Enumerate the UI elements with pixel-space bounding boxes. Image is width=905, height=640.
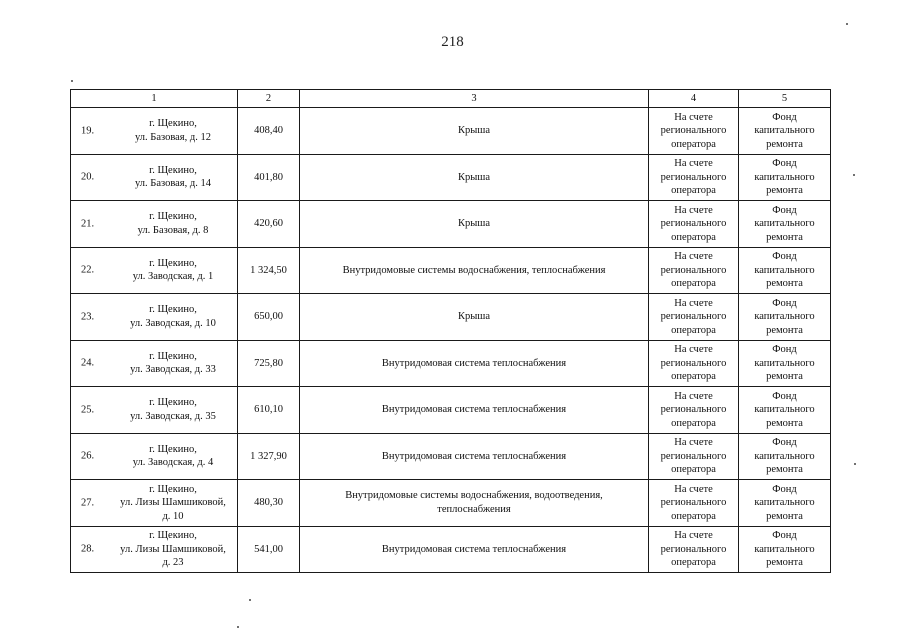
address-line: д. 10 [162,510,184,522]
funding-source-cell [739,294,831,341]
funding-source-line: ремонта [766,417,803,429]
account-line: регионального [660,311,727,322]
area-cell: 401,80 [238,154,300,201]
row-number: 20. [81,171,95,183]
funding-source-cell [739,201,831,248]
address-cell [71,108,238,155]
row-number: 27. [81,497,95,508]
work-type-line: Внутридомовые системы водоснабжения, теплоснабжения [342,264,606,276]
work-type-cell [300,247,649,294]
row-number: 22. [81,264,95,276]
funding-source-line: ремонта [766,185,803,196]
funding-source-line: капитального [754,357,815,369]
table-row [71,526,831,573]
address-text [71,257,237,284]
account-line: оператора [671,324,716,336]
account-line: На счете [674,530,713,541]
account-cell [649,480,739,527]
work-type-line: Крыша [457,125,491,136]
address-line: г. Щекино, [149,304,197,316]
scan-speck [853,174,855,176]
work-type-cell [300,340,649,387]
account-line: оператора [671,138,716,150]
account-line: регионального [660,125,727,136]
table-row [71,340,831,387]
funding-source-line: Фонд [772,158,797,169]
account-line: регионального [660,218,727,229]
area-cell: 420,60 [238,201,300,248]
funding-source-cell [739,387,831,434]
address-text [71,164,237,191]
account-line: оператора [671,185,716,196]
row-number: 19. [81,125,95,136]
table-row [71,480,831,527]
area-cell: 1 327,90 [238,433,300,480]
account-cell [649,154,739,201]
address-line: ул. Заводская, д. 4 [132,457,214,469]
address-cell [71,294,238,341]
account-line: На счете [674,251,713,262]
table-row [71,294,831,341]
address-line: ул. Базовая, д. 8 [137,224,209,236]
address-line: г. Щекино, [149,257,197,269]
row-number: 25. [81,404,95,415]
funding-source-cell [739,433,831,480]
row-number: 26. [81,450,95,462]
funding-source-line: Фонд [772,483,797,495]
area-cell: 408,40 [238,108,300,155]
account-line: оператора [671,557,716,568]
funding-source-cell [739,108,831,155]
area-cell: 610,10 [238,387,300,434]
address-text [71,483,237,524]
account-line: На счете [674,297,713,309]
scan-speck [846,23,848,25]
table-row [71,387,831,434]
work-type-line: Внутридомовая система теплоснабжения [381,357,567,369]
funding-source-line: капитального [754,543,815,555]
address-line: ул. Базовая, д. 14 [135,178,211,190]
account-line: регионального [660,450,727,462]
account-line: оператора [671,464,716,475]
address-cell [71,201,238,248]
funding-source-line: Фонд [772,111,797,123]
address-text [71,443,237,470]
account-cell [649,247,739,294]
area-cell: 541,00 [238,526,300,573]
address-line: г. Щекино, [149,164,197,176]
account-cell [649,387,739,434]
account-line: оператора [671,510,716,522]
account-line: оператора [671,231,716,243]
table-body [71,108,831,573]
address-line: ул. Заводская, д. 33 [130,364,216,376]
address-line: г. Щекино, [149,350,197,362]
table-row [71,154,831,201]
funding-source-line: Фонд [772,297,797,309]
funding-source-line: Фонд [772,344,797,355]
account-line: оператора [671,417,716,429]
address-line: г. Щекино, [149,118,197,130]
funding-source-line: капитального [754,404,815,415]
table-row [71,247,831,294]
account-line: регионального [660,543,727,555]
funding-source-cell [739,247,831,294]
account-line: На счете [674,158,713,169]
account-cell [649,433,739,480]
funding-source-line: капитального [754,450,815,462]
table-header-row [71,90,831,108]
funding-source-line: капитального [754,218,815,229]
address-cell [71,480,238,527]
table-row [71,108,831,155]
funding-source-line: Фонд [772,437,797,448]
address-line: г. Щекино, [149,530,197,541]
work-type-cell [300,201,649,248]
funding-source-line: капитального [754,497,815,508]
address-cell [71,247,238,294]
address-cell [71,387,238,434]
funding-source-line: Фонд [772,204,797,216]
area-cell: 480,30 [238,480,300,527]
account-line: На счете [674,344,713,355]
work-type-line: Крыша [457,311,491,322]
address-line: ул. Базовая, д. 12 [135,131,211,143]
work-type-line: Крыша [457,218,491,229]
account-line: регионального [660,264,727,276]
work-type-cell [300,108,649,155]
work-type-cell [300,480,649,527]
scan-speck [249,599,251,601]
account-cell [649,201,739,248]
scan-speck [71,80,73,82]
account-line: оператора [671,278,716,289]
column-header: 4 [649,90,739,108]
account-line: На счете [674,204,713,216]
funding-source-line: ремонта [766,278,803,289]
address-line: ул. Заводская, д. 35 [130,410,216,422]
work-type-cell [300,294,649,341]
area-cell: 650,00 [238,294,300,341]
work-type-line: Внутридомовая система теплоснабжения [381,450,567,462]
column-header: 5 [739,90,831,108]
funding-source-cell [739,526,831,573]
row-number: 21. [81,218,95,229]
work-type-cell [300,433,649,480]
area-cell: 725,80 [238,340,300,387]
work-type-line: Внутридомовая система теплоснабжения [381,404,567,415]
address-line: д. 23 [162,557,184,568]
funding-source-line: ремонта [766,557,803,568]
funding-source-line: Фонд [772,530,797,541]
address-cell [71,154,238,201]
account-cell [649,294,739,341]
address-text [71,529,237,570]
work-type-cell [300,526,649,573]
column-header: 2 [238,90,300,108]
account-cell [649,526,739,573]
funding-source-cell [739,480,831,527]
address-line: ул. Лизы Шамшиковой, [120,497,226,508]
work-type-line: теплоснабжения [437,503,511,515]
scan-speck [854,463,856,465]
work-type-cell [300,154,649,201]
funding-source-line: Фонд [772,390,797,402]
funding-source-line: ремонта [766,324,803,336]
address-line: г. Щекино, [149,483,197,495]
address-cell [71,526,238,573]
address-text [71,210,237,237]
funding-source-line: капитального [754,171,815,183]
column-header: 1 [71,90,238,108]
address-line: г. Щекино, [149,443,197,455]
account-line: регионального [660,404,727,415]
account-line: На счете [674,111,713,123]
scan-speck [237,626,239,628]
funding-source-line: капитального [754,264,815,276]
work-type-cell [300,387,649,434]
funding-source-cell [739,154,831,201]
address-line: г. Щекино, [149,397,197,409]
account-line: оператора [671,371,716,382]
address-line: ул. Заводская, д. 10 [130,317,216,329]
address-text [71,117,237,144]
address-line: ул. Заводская, д. 1 [132,271,214,283]
address-text [71,396,237,423]
account-line: На счете [674,483,713,495]
funding-source-line: ремонта [766,464,803,475]
row-number: 28. [81,543,95,555]
funding-source-line: ремонта [766,138,803,150]
address-cell [71,433,238,480]
funding-source-line: Фонд [772,251,797,262]
address-line: г. Щекино, [149,211,197,223]
account-line: На счете [674,390,713,402]
account-line: регионального [660,357,727,369]
column-header: 3 [300,90,649,108]
account-line: регионального [660,497,727,508]
account-line: регионального [660,171,727,183]
funding-source-cell [739,340,831,387]
address-text [71,350,237,377]
funding-source-line: ремонта [766,371,803,382]
table-row [71,201,831,248]
account-line: На счете [674,437,713,448]
row-number: 23. [81,311,95,322]
account-cell [649,340,739,387]
repair-table-container [70,89,830,573]
table-row [71,433,831,480]
area-cell: 1 324,50 [238,247,300,294]
address-text [71,303,237,330]
address-line: ул. Лизы Шамшиковой, [120,543,226,555]
funding-source-line: ремонта [766,510,803,522]
work-type-line: Крыша [457,171,491,183]
funding-source-line: ремонта [766,231,803,243]
work-type-line: Внутридомовые системы водоснабжения, водоотведения, [345,490,603,502]
address-cell [71,340,238,387]
work-type-line: Внутридомовая система теплоснабжения [381,543,567,555]
page-number: 218 [441,34,464,50]
row-number: 24. [81,357,95,369]
funding-source-line: капитального [754,311,815,322]
repair-table [70,89,831,573]
account-cell [649,108,739,155]
funding-source-line: капитального [754,125,815,136]
